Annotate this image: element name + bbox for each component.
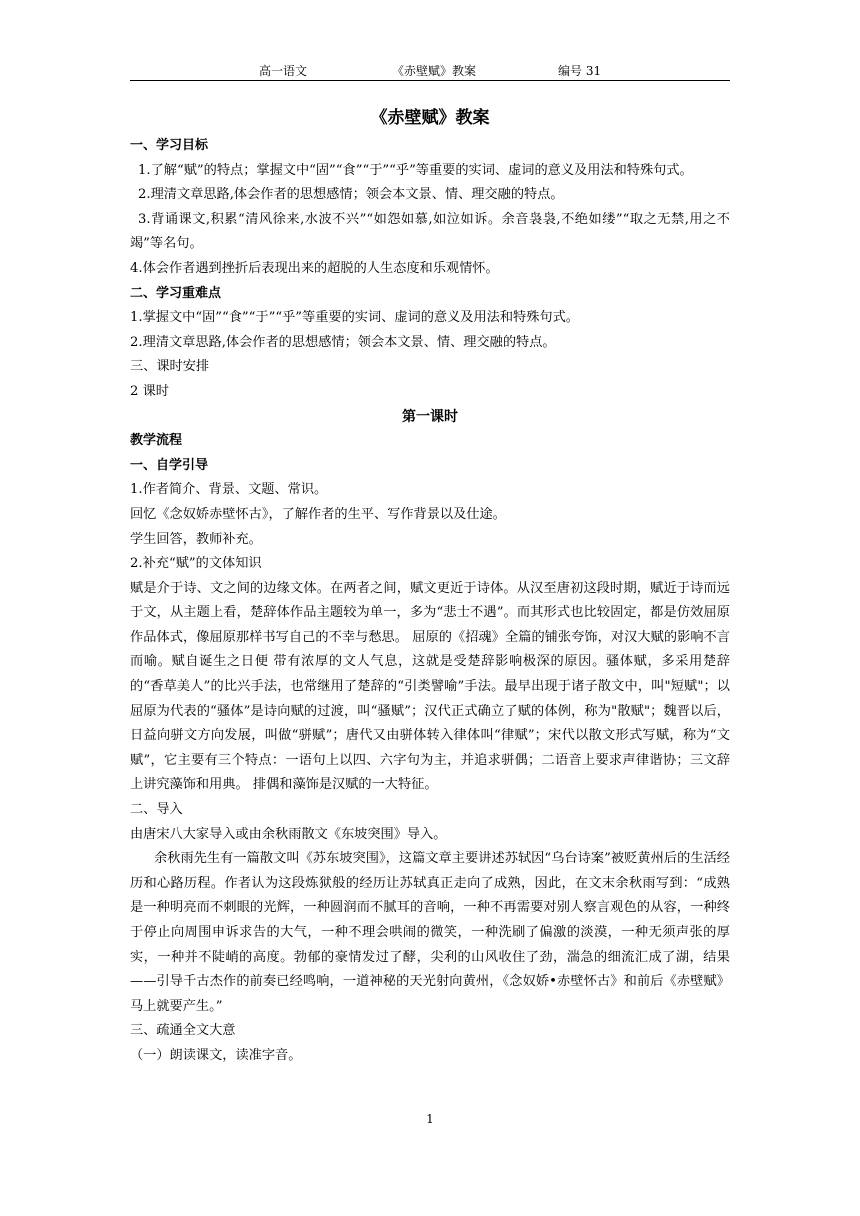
lesson-heading: 第一课时 bbox=[402, 408, 458, 425]
header-divider bbox=[130, 80, 730, 81]
paragraph: 2.补充“赋”的文体知识 bbox=[130, 556, 262, 572]
paragraph: 赋是介于诗、文之间的边缘文体。在两者之间，赋文更近于诗体。从汉至唐初这段时期，赋近于诗而远于文，从主题上看，楚辞体作品主题较为单一，多为“悲士不遇”。而其形式也比较固定，都是仿效屈原作品体式，像屈原那样书写自己的不幸与愁思。 屈原的《招魂》全篇的铺张夸饰，对汉大赋的影响不言而喻。赋自诞生之日便 带有浓厚的文人气息，这就是受楚辞影响极深的原因。骚体赋，多采用楚辞的“香草美人”的比兴手法，也常继用了楚辞的“引类譬喻”手法。最早出现于诸子散文中，叫"短赋"；以屈原为代表的“骚体”是诗向赋的过渡，叫“骚赋”；汉代正式确立了赋的体例，称为"散赋"；魏晋以后，日益向骈文方向发展，叫做“骈赋”；唐代又由骈体转入律体叫“律赋”；宋代以散文形式写赋，称为“文赋”，它主要有三个特点：一语句上以四、六字句为主，并追求骈偶；二语音上要求声律谐协；三文辞上讲究藻饰和用典。 排偶和藻饰是汉赋的一大特征。 bbox=[130, 580, 730, 793]
paragraph: 1.作者简介、背景、文题、常识。 bbox=[130, 482, 328, 498]
paragraph: 二、导入 bbox=[130, 802, 183, 818]
paragraph: 三、课时安排 bbox=[130, 359, 210, 375]
section-heading: 一、学习目标 bbox=[130, 138, 209, 153]
section-heading: 一、自学引导 bbox=[130, 457, 209, 473]
paragraph: 2 课时 bbox=[130, 383, 169, 399]
paragraph: 三、疏通全文大意 bbox=[130, 1023, 236, 1039]
paragraph: 3.背诵课文,积累“清风徐来,水波不兴”“如怨如慕,如泣如诉。余音袅袅,不绝如缕”“取之无禁,用之不竭”等名句。 bbox=[130, 211, 730, 252]
section-heading: 二、学习重难点 bbox=[130, 285, 222, 301]
paragraph: （一）朗读课文，读准字音。 bbox=[130, 1047, 302, 1063]
page-title: 《赤壁赋》教案 bbox=[370, 108, 490, 128]
header-doc-title: 《赤壁赋》教案 bbox=[392, 64, 477, 78]
page-header bbox=[130, 62, 730, 80]
paragraph: 2.理清文章思路,体会作者的思想感情；领会本文景、情、理交融的特点。 bbox=[138, 187, 564, 203]
header-number: 编号 31 bbox=[558, 64, 602, 78]
paragraph: 学生回答，教师补充。 bbox=[130, 531, 262, 547]
paragraph: 4.体会作者遇到挫折后表现出来的超脱的人生态度和乐观情怀。 bbox=[130, 260, 499, 276]
paragraph: 余秋雨先生有一篇散文叫《苏东坡突围》，这篇文章主要讲述苏轼因“乌台诗案”被贬黄州后的生活经历和心路历程。作者认为这段炼狱般的经历让苏轼真正走向了成熟，因此，在文末余秋雨写到：“成熟是一种明亮而不刺眼的光辉，一种圆润而不腻耳的音响，一种不再需要对别人察言观色的从容，一种终于停止向周围申诉求告的大气，一种不理会哄闹的微笑，一种洗刷了偏激的淡漠，一种无须声张的厚实，一种并不陡峭的高度。勃郁的豪情发过了酵，尖利的山风收住了劲，湍急的细流汇成了湖，结果——引导千古杰作的前奏已经鸣响，一道神秘的天光射向黄州，《念奴娇•赤壁怀古》和前后《赤壁赋》马上就要产生。” bbox=[130, 851, 730, 1014]
paragraph: 由唐宋八大家导入或由余秋雨散文《东坡突围》导入。 bbox=[130, 826, 447, 842]
paragraph: 1.了解“赋”的特点；掌握文中“固”“食”“于”“乎”等重要的实词、虚词的意义及用法和特殊句式。 bbox=[138, 162, 693, 178]
page-number: 1 bbox=[426, 1112, 434, 1126]
document-body bbox=[130, 104, 730, 1069]
header-subject: 高一语文 bbox=[259, 64, 308, 78]
paragraph: 1.掌握文中“固”“食”“于”“乎”等重要的实词、虚词的意义及用法和特殊句式。 bbox=[130, 310, 579, 326]
paragraph: 回忆《念奴娇赤壁怀古》，了解作者的生平、写作背景以及仕途。 bbox=[130, 506, 506, 522]
paragraph: 2.理清文章思路,体会作者的思想感情；领会本文景、情、理交融的特点。 bbox=[130, 334, 556, 350]
section-heading: 教学流程 bbox=[130, 433, 183, 449]
